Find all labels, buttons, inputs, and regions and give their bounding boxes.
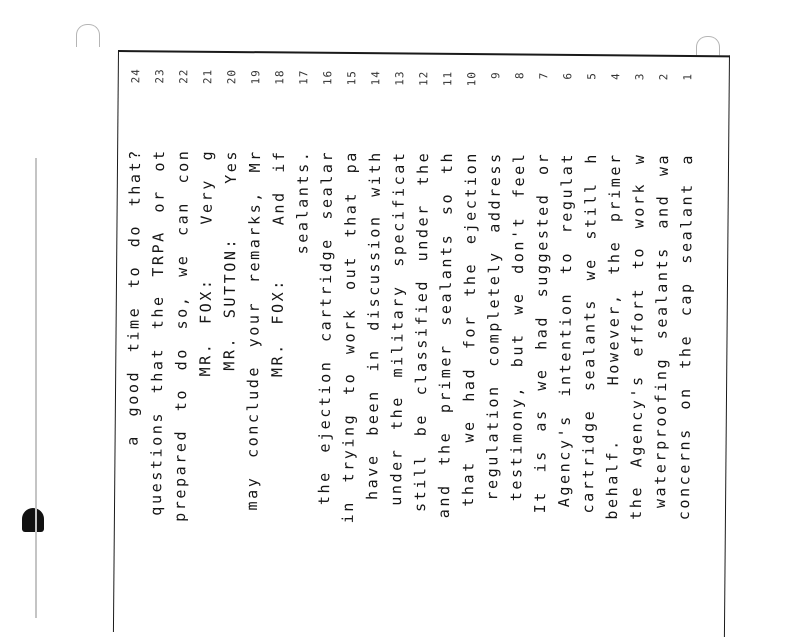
transcript-line (168, 52, 195, 637)
transcript-line (312, 54, 339, 637)
transcript-line (432, 55, 459, 637)
transcript-line (120, 52, 147, 637)
transcript-line (600, 56, 627, 637)
line-number: 8 (513, 71, 527, 80)
line-number: 11 (441, 70, 455, 87)
line-number: 9 (489, 71, 503, 79)
line-number: 18 (273, 69, 287, 85)
line-text: concerns on the cap sealant a (674, 152, 697, 521)
transcript-line (192, 53, 219, 637)
line-text: waterproofing sealants and wa (651, 152, 673, 509)
transcript-line (144, 52, 171, 637)
line-text: still be classified under the (410, 150, 433, 513)
transcript-line (408, 55, 435, 637)
line-text: behalf. However, the primer (602, 152, 625, 520)
transcript-line (240, 53, 267, 637)
transcript-line (648, 57, 675, 637)
line-number: 3 (633, 72, 647, 81)
line-text: MR. FOX: Very g (194, 148, 217, 553)
line-number: 24 (129, 68, 143, 84)
line-text: questions that the TRPA or ot (146, 148, 169, 516)
transcript-line (216, 53, 243, 637)
transcript-line (336, 54, 363, 637)
line-number: 21 (201, 68, 215, 85)
transcript-line (528, 56, 555, 637)
line-text: a good time to do that? (123, 148, 145, 446)
transcript-line (288, 54, 315, 637)
line-text: that we had for the ejection (459, 151, 481, 507)
line-number: 6 (561, 71, 575, 80)
transcript-line (576, 56, 603, 637)
line-number: 1 (681, 72, 695, 81)
line-number: 22 (177, 68, 191, 84)
transcript-line (504, 55, 531, 637)
line-number: 14 (369, 70, 383, 86)
transcript-line (480, 55, 507, 637)
transcript-line (384, 54, 411, 637)
line-text: and the primer sealants so th (434, 150, 457, 519)
line-text: MR. SUTTON: Yes (218, 148, 241, 548)
line-number: 2 (657, 72, 671, 81)
transcript-line (624, 56, 651, 637)
line-number: 17 (297, 69, 311, 85)
line-text: sealants. (293, 149, 313, 255)
transcript-page (113, 50, 730, 637)
line-text: It is as we had suggested or (530, 151, 553, 514)
line-text: have been in discussion with (363, 150, 385, 500)
line-number: 5 (585, 72, 599, 80)
line-number: 23 (153, 68, 167, 84)
line-number: 19 (249, 69, 263, 85)
line-text: may conclude your remarks, Mr (242, 149, 265, 511)
line-text: in trying to work out that pa (338, 149, 361, 524)
transcript-line (360, 54, 387, 637)
line-text: MR. FOX: And if (266, 149, 289, 554)
line-number: 4 (609, 72, 623, 81)
line-text: prepared to do so, we can con (170, 148, 193, 522)
line-text: cartridge sealants we still h (578, 152, 601, 514)
line-text: Agency's intention to regulat (555, 151, 577, 508)
line-text: regulation completely address (483, 151, 505, 501)
punch-hole-icon (76, 24, 100, 47)
line-number: 16 (321, 69, 335, 86)
transcript-line (264, 53, 291, 637)
line-number: 12 (417, 70, 431, 86)
binding-edge (35, 158, 37, 618)
line-number: 20 (225, 68, 239, 85)
line-number: 13 (393, 70, 407, 86)
line-text: the Agency's effort to work w (626, 152, 649, 520)
line-number: 7 (537, 71, 551, 80)
transcript-line (672, 57, 699, 637)
line-text: testimony, but we don't feel (507, 151, 529, 502)
line-number: 15 (345, 69, 359, 86)
line-text: the ejection cartridge sealar (315, 149, 337, 506)
line-text: under the military specificat (387, 150, 409, 506)
line-number: 10 (465, 71, 479, 87)
binder-ring-icon (22, 508, 44, 532)
transcript-line (552, 56, 579, 637)
transcript-line (456, 55, 483, 637)
